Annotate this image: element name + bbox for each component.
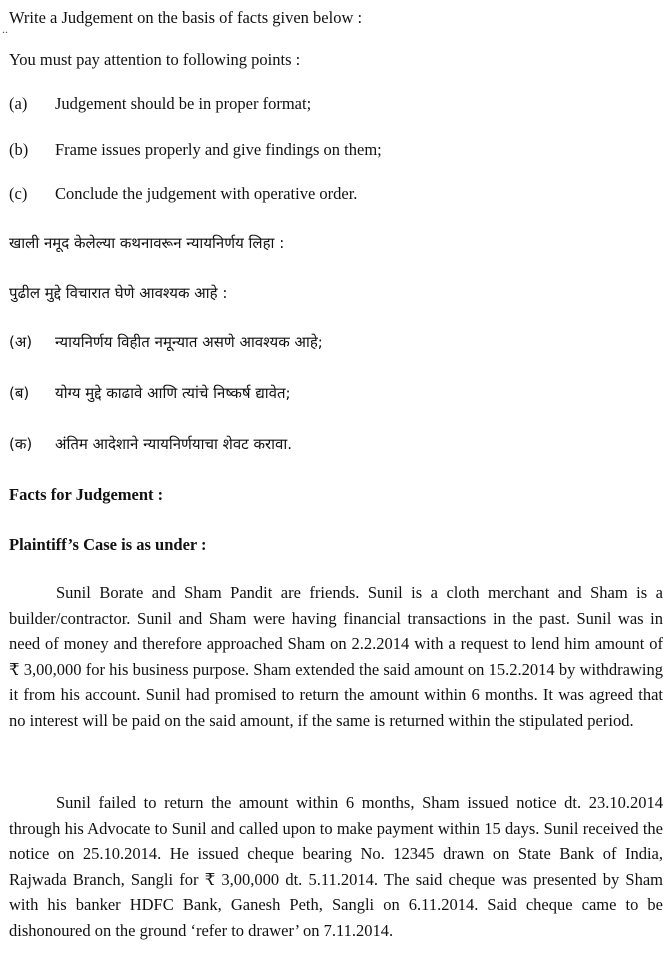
margin-mark: .. [2, 22, 8, 36]
point-text: योग्य मुद्दे काढावे आणि त्यांचे निष्कर्ष द्यावेत; [55, 384, 291, 402]
marathi-point-b [9, 383, 291, 403]
plaintiff-heading: Plaintiff’s Case is as under : [9, 535, 207, 554]
facts-heading: Facts for Judgement : [9, 485, 164, 504]
point-text: न्यायनिर्णय विहीत नमून्यात असणे आवश्यक आहे; [55, 333, 323, 351]
paragraph-text: Sunil Borate and Sham Pandit are friends. Sunil is a cloth merchant and Sham is a builder/contractor. Sunil and Sham were having financial transactions in the past. Sunil was in need of money and therefore approached Sham on 2.2.2014 with a request to lend him amount of ₹ 3,00,000 for his business purpose. Sham extended the said amount on 15.2.2014 by withdrawing it from his account. Sunil had promised to return the amount within 6 months. It was agreed that no interest will be paid on the said amount, if the same is returned within the stipulated period. [9, 583, 663, 730]
marathi-point-a [9, 332, 323, 352]
marathi-point-c [9, 434, 292, 454]
paragraph-text: Sunil failed to return the amount within 6 months, Sham issued notice dt. 23.10.2014 through his Advocate to Sunil and called upon to make payment within 15 days. Sunil received the notice on 25.10.2014. He issued cheque bearing No. 12345 drawn on State Bank of India, Rajwada Branch, Sangli for ₹ 3,00,000 dt. 5.11.2014. The said cheque was presented by Sham with his banker HDFC Bank, Ganesh Peth, Sangli on 6.11.2014. Said cheque came to be dishonoured on the ground ‘refer to drawer’ on 7.11.2014. [9, 793, 663, 940]
instruction-heading: Write a Judgement on the basis of facts given below : [9, 8, 363, 27]
point-text: अंतिम आदेशाने न्यायनिर्णयाचा शेवट करावा. [55, 435, 293, 453]
marathi-heading: खाली नमूद केलेल्या कथनावरून न्यायनिर्णय लिहा : [9, 234, 285, 252]
point-text: Conclude the judgement with operative order. [55, 184, 358, 203]
point-label: (a) [9, 94, 28, 113]
facts-paragraph-1 [9, 580, 663, 734]
point-b [9, 140, 382, 160]
point-a [9, 94, 311, 114]
point-text: Judgement should be in proper format; [55, 94, 312, 113]
point-label: (अ) [9, 333, 33, 351]
point-c [9, 184, 357, 204]
point-label: (c) [9, 184, 28, 203]
facts-paragraph-2 [9, 790, 663, 944]
points-intro: You must pay attention to following points : [9, 50, 301, 69]
marathi-points-intro: पुढील मुद्दे विचारात घेणे आवश्यक आहे : [9, 284, 228, 302]
point-label: (ब) [9, 384, 30, 402]
point-label: (क) [9, 435, 33, 453]
point-text: Frame issues properly and give findings on them; [55, 140, 382, 159]
point-label: (b) [9, 140, 29, 159]
